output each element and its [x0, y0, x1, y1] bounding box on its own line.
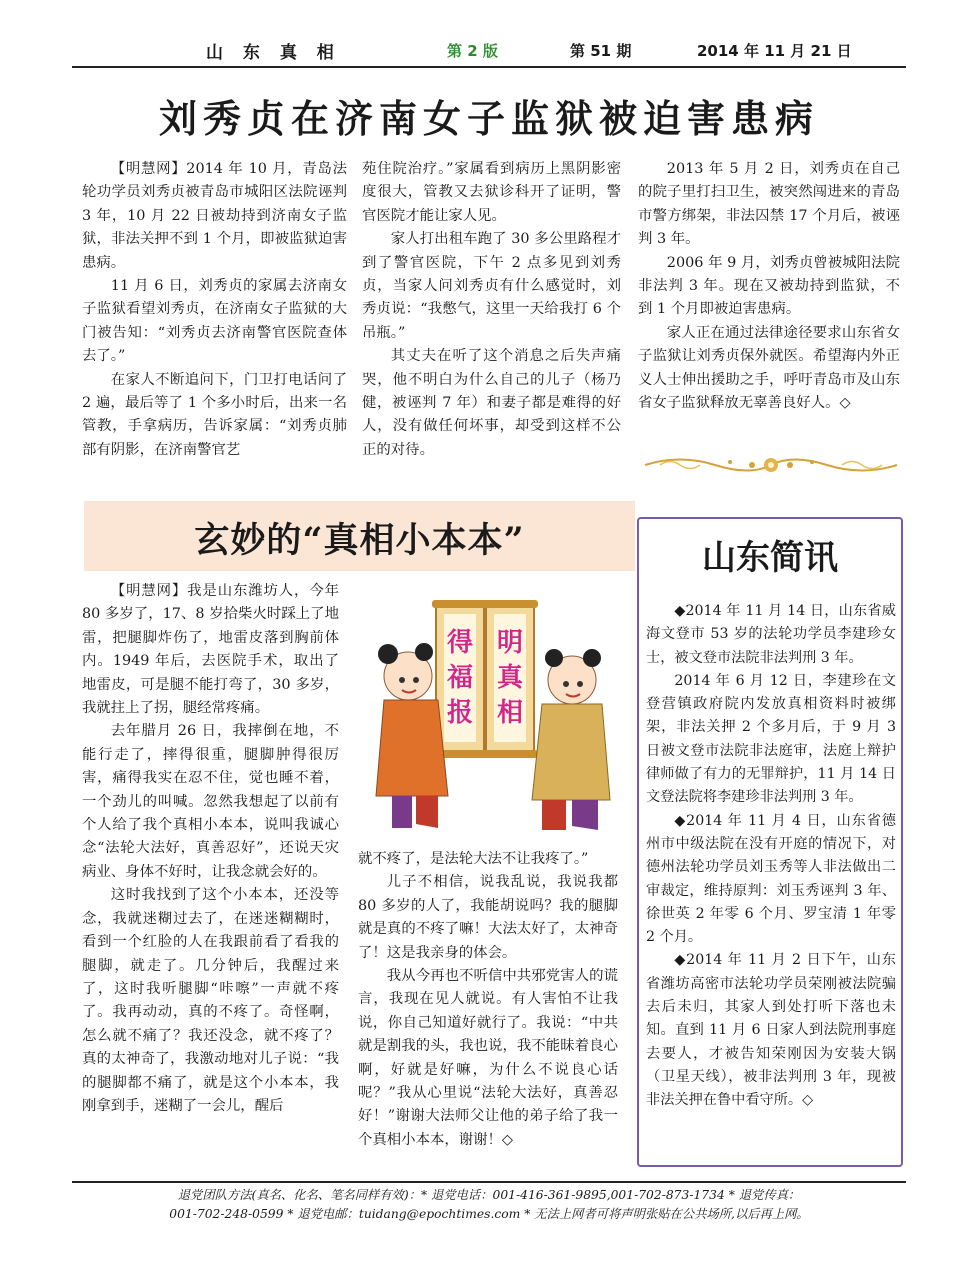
paragraph: 这时我找到了这个小本本，还没等念，我就迷糊过去了，在迷迷糊糊时，看到一个红脸的人在我跟前看了看我的腿脚，就走了。几分钟后，我醒过来了，这时我听腿脚“咔嚓”一声就不疼了。我再动动，真的不疼了。奇怪啊，怎么就不痛了？我还没念，就不疼了？真的太神奇了，我激动地对儿子说：“我的腿脚都不痛了，就是这个小本本，我刚拿到手，迷糊了一会儿，醒后 — [82, 887, 339, 1114]
news-item: ◆2014 年 11 月 2 日下午，山东省潍坊高密市法轮功学员荣刚被法院骗去后未归，其家人到处打听下落也未知。直到 11 月 6 日家人到法院刑事庭去要人，才被告知荣刚因为安装大锅（卫星天线），被非法判刑 3 年，现被非法关押在鲁中看守所。◇ — [646, 952, 896, 1109]
edition-label: 第 2 版 — [447, 42, 498, 60]
svg-text:得: 得 — [446, 628, 474, 658]
paragraph: 2006 年 9 月，刘秀贞曾被城阳法院非法判 3 年。现在又被劫持到监狱，不到 1 个月即被迫害患病。 — [638, 254, 900, 318]
paragraph: 家人打出租车跑了 30 多公里路程才到了警官医院，下午 2 点多见到刘秀贞，当家人问刘秀贞有什么感觉时，刘秀贞说：“我憋气，这里一天给我打 6 个吊瓶。” — [362, 231, 621, 341]
gold-ornament-divider — [640, 450, 902, 480]
paragraph: 2013 年 5 月 2 日，刘秀贞在自己的院子里打扫卫生，被突然闯进来的青岛市警方绑架，非法囚禁 17 个月后，被诬判 3 年。 — [638, 161, 900, 248]
sidebar-news-list — [646, 600, 896, 1113]
article1-title: 刘秀贞在济南女子监狱被迫害患病 — [158, 96, 819, 141]
paragraph: 去年腊月 26 日，我摔倒在地，不能行走了，摔得很重，腿脚肿得很厉害，痛得我实在忍不住，觉也睡不着，一个劲儿的叫喊。忽然我想起了以前有个人给了我个真相小本本，说叫我诚心念“法轮大法好，真善忍好”，还说天灾病业、身体不好时，让我念就会好的。 — [82, 723, 339, 880]
children-with-scrolls-illustration — [366, 596, 618, 836]
paragraph: 儿子不相信，说我乱说，我说我都 80 多岁的人了，我能胡说吗？我的腿脚就是真的不疼了嘛！大法太好了，太神奇了！这是我亲身的体会。 — [358, 874, 618, 961]
news-item: ◆2014 年 11 月 4 日，山东省德州市中级法院在没有开庭的情况下，对德州法轮功学员刘玉秀等人非法做出二审裁定，维持原判：刘玉秀诬判 3 年、徐世英 2 年零 6 个月、罗宝清 1 年零 2 个月。 — [646, 812, 896, 946]
article2-title: 玄妙的“真相小本本” — [194, 520, 525, 561]
paper-name: 山 东 真 相 — [206, 43, 341, 63]
svg-text:相: 相 — [496, 698, 524, 728]
article1-column-1 — [82, 158, 347, 462]
svg-text:真: 真 — [496, 663, 524, 693]
issue-number: 第 51 期 — [570, 42, 632, 60]
svg-text:明: 明 — [496, 628, 524, 658]
paragraph: 在家人不断追问下，门卫打电话问了 2 遍，最后等了 1 个多小时后，出来一名管教，手拿病历，告诉家属：“刘秀贞肺部有阴影，在济南警官艺 — [82, 371, 347, 458]
paragraph: 苑住院治疗。”家属看到病历上黑阴影密度很大，管教又去狱诊科开了证明，警官医院才能让家人见。 — [362, 161, 621, 224]
footer-line-1: 退党团队方法(真名、化名、笔名同样有效)：* 退党电话：001-416-361-9895,001-702-873-1734 * 退党传真： — [177, 1188, 801, 1202]
paragraph: 家人正在通过法律途径要求山东省女子监狱让刘秀贞保外就医。希望海内外正义人士伸出援助之手，呼吁青岛市及山东省女子监狱释放无辜善良好人。◇ — [638, 324, 900, 412]
paragraph: 【明慧网】我是山东潍坊人，今年 80 多岁了，17、8 岁拾柴火时踩上了地雷，把腿脚炸伤了，地雷皮落到胸前体内。1949 年后，去医院手术，取出了地雷皮，可是腿不能打弯了，30 多岁，我就拄上了拐，腿经常疼痛。 — [82, 583, 339, 717]
footer-rule — [72, 1181, 906, 1183]
news-item: ◆2014 年 11 月 14 日，山东省威海文登市 53 岁的法轮功学员李建珍女士，被文登市法院非法判刑 3 年。 — [646, 603, 896, 666]
paragraph: 其丈夫在听了这个消息之后失声痛哭，他不明白为什么自己的儿子（杨乃健，被诬判 7 年）和妻子都是难得的好人，没有做任何坏事，却受到这样不公正的对待。 — [362, 348, 621, 458]
header-rule — [72, 66, 906, 68]
article2-column-2 — [358, 848, 618, 1152]
masthead — [70, 38, 905, 64]
svg-text:福: 福 — [446, 663, 474, 693]
footer-line-2: 001-702-248-0599 * 退党电邮：tuidang@epochtimes.com * 无法上网者可将声明张贴在公共场所,以后再上网。 — [169, 1207, 809, 1221]
paragraph: 11 月 6 日，刘秀贞的家属去济南女子监狱看望刘秀贞，在济南女子监狱的大门被告知：“刘秀贞去济南警官医院查体去了。” — [82, 278, 347, 365]
paragraph: 就不疼了，是法轮大法不让我疼了。” — [358, 851, 589, 867]
article1-column-3 — [638, 158, 900, 415]
sidebar-title: 山东简讯 — [702, 538, 838, 578]
article2-column-1 — [82, 580, 339, 1118]
news-item: 2014 年 6 月 12 日，李建珍在文登营镇政府院内发放真相资料时被绑架，非法关押 2 个多月后，于 9 月 3 日被文登市法院非法庭审，法庭上辩护律师做了有力的无罪辩护，11 月 14 日文登法院将李建珍非法判刑 3 年。 — [646, 672, 896, 806]
article1-column-2 — [362, 158, 621, 462]
paragraph: 我从今再也不听信中共邪党害人的谎言，我现在见人就说。有人害怕不让我说，你自己知道好就行了。我说：“中共就是割我的头，我也说，我不能昧着良心啊，好就是好嘛，为什么不说良心话呢？”我从心里说“法轮大法好，真善忍好！”谢谢大法师父让他的弟子给了我一个真相小本本，谢谢！◇ — [358, 968, 618, 1148]
svg-text:报: 报 — [446, 698, 474, 728]
issue-date: 2014 年 11 月 21 日 — [697, 42, 852, 60]
footer — [70, 1186, 908, 1224]
paragraph: 【明慧网】2014 年 10 月，青岛法轮功学员刘秀贞被青岛市城阳区法院诬判 3 年，10 月 22 日被劫持到济南女子监狱，非法关押不到 1 个月，即被监狱迫害患病。 — [82, 161, 347, 271]
